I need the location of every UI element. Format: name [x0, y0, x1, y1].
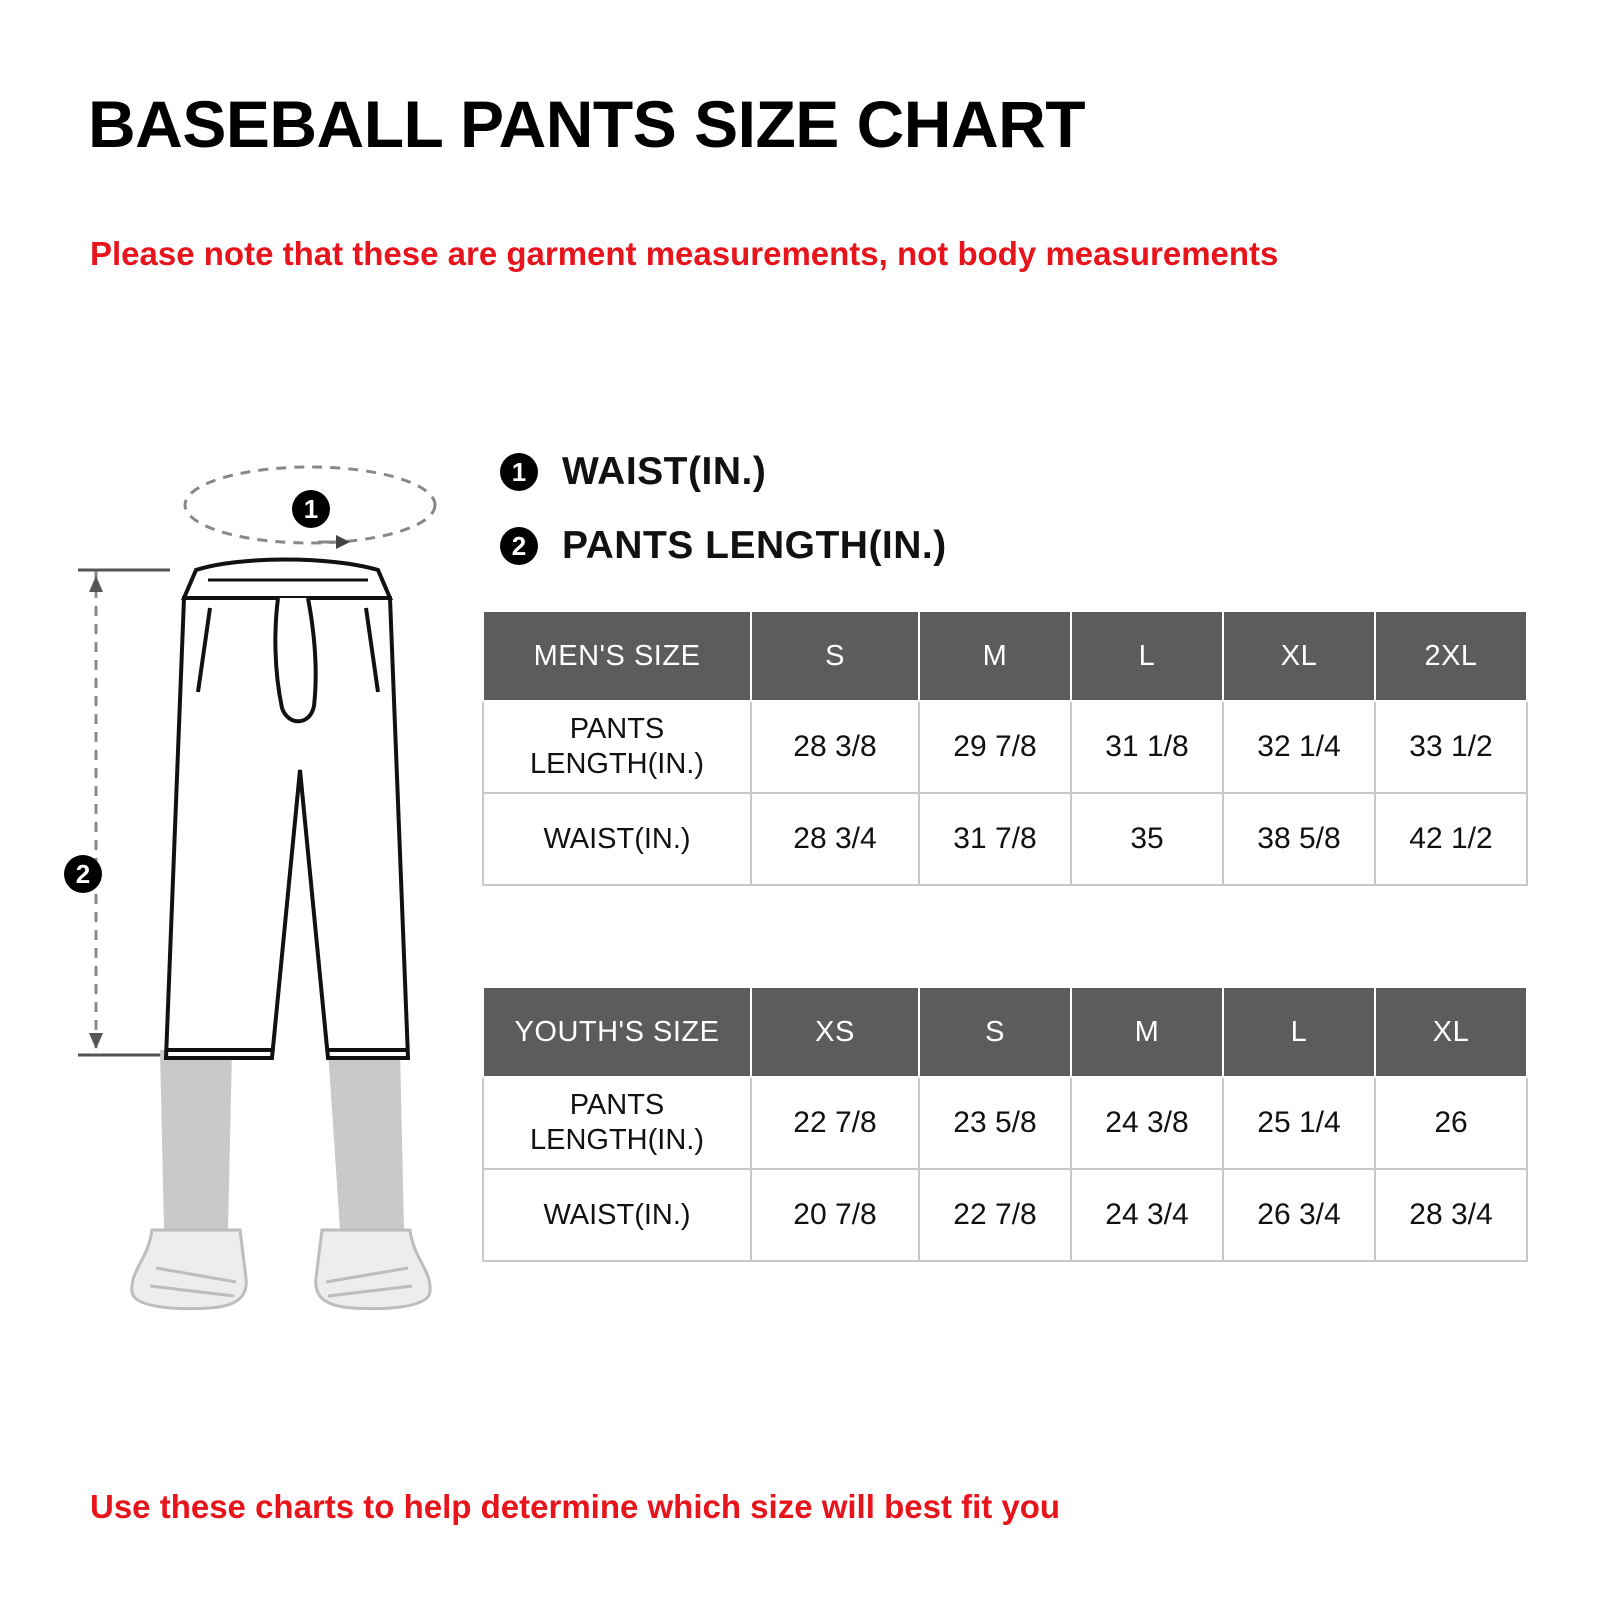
col-header-s: S [751, 611, 919, 701]
col-header-m: M [1071, 987, 1223, 1077]
pants-illustration [60, 430, 500, 1330]
figure-badge-length: 2 [64, 855, 102, 893]
col-header-s: S [919, 987, 1071, 1077]
table-header-row [483, 987, 1527, 1077]
row-header-waist: WAIST(IN.) [483, 793, 751, 885]
cell-youth-waist-xs: 20 7/8 [751, 1169, 919, 1261]
figure-badge-waist: 1 [292, 490, 330, 528]
page-title: BASEBALL PANTS SIZE CHART [88, 87, 1086, 161]
footer-note: Use these charts to help determine which size will best fit you [90, 1488, 1061, 1525]
cell-mens-waist-m: 31 7/8 [919, 793, 1071, 885]
legend-item-waist [500, 440, 947, 504]
cell-mens-waist-xl: 38 5/8 [1223, 793, 1375, 885]
cell-youth-length-m: 24 3/8 [1071, 1077, 1223, 1169]
cell-mens-length-l: 31 1/8 [1071, 701, 1223, 793]
cell-mens-waist-s: 28 3/4 [751, 793, 919, 885]
row-header-pants-length: PANTS LENGTH(IN.) [483, 701, 751, 793]
mens-size-table [482, 610, 1528, 886]
cell-youth-waist-m: 24 3/4 [1071, 1169, 1223, 1261]
mens-size-header: MEN'S SIZE [483, 611, 751, 701]
table-row [483, 1169, 1527, 1261]
cell-youth-length-s: 23 5/8 [919, 1077, 1071, 1169]
table-row [483, 1077, 1527, 1169]
row-header-pants-length: PANTS LENGTH(IN.) [483, 1077, 751, 1169]
badge-two-icon: 2 [500, 527, 538, 565]
pants-diagram-svg [60, 430, 500, 1330]
legend-label-waist: WAIST(IN.) [562, 450, 767, 493]
cell-mens-length-2xl: 33 1/2 [1375, 701, 1527, 793]
legend [500, 440, 947, 588]
cell-mens-waist-l: 35 [1071, 793, 1223, 885]
table-row [483, 793, 1527, 885]
cell-mens-length-m: 29 7/8 [919, 701, 1071, 793]
badge-one-icon: 1 [500, 453, 538, 491]
cell-youth-length-xl: 26 [1375, 1077, 1527, 1169]
col-header-l: L [1223, 987, 1375, 1077]
cell-youth-length-l: 25 1/4 [1223, 1077, 1375, 1169]
col-header-xs: XS [751, 987, 919, 1077]
table-row [483, 701, 1527, 793]
cell-mens-length-xl: 32 1/4 [1223, 701, 1375, 793]
col-header-xl: XL [1375, 987, 1527, 1077]
table-header-row [483, 611, 1527, 701]
youths-size-header: YOUTH'S SIZE [483, 987, 751, 1077]
cell-youth-length-xs: 22 7/8 [751, 1077, 919, 1169]
cell-youth-waist-l: 26 3/4 [1223, 1169, 1375, 1261]
legend-item-pants-length [500, 514, 947, 578]
youths-size-table [482, 986, 1528, 1262]
legend-label-pants-length: PANTS LENGTH(IN.) [562, 524, 947, 567]
col-header-2xl: 2XL [1375, 611, 1527, 701]
cell-youth-waist-s: 22 7/8 [919, 1169, 1071, 1261]
col-header-l: L [1071, 611, 1223, 701]
row-header-waist: WAIST(IN.) [483, 1169, 751, 1261]
measurement-note: Please note that these are garment measurements, not body measurements [90, 235, 1279, 272]
cell-mens-length-s: 28 3/8 [751, 701, 919, 793]
cell-mens-waist-2xl: 42 1/2 [1375, 793, 1527, 885]
col-header-xl: XL [1223, 611, 1375, 701]
cell-youth-waist-xl: 28 3/4 [1375, 1169, 1527, 1261]
col-header-m: M [919, 611, 1071, 701]
